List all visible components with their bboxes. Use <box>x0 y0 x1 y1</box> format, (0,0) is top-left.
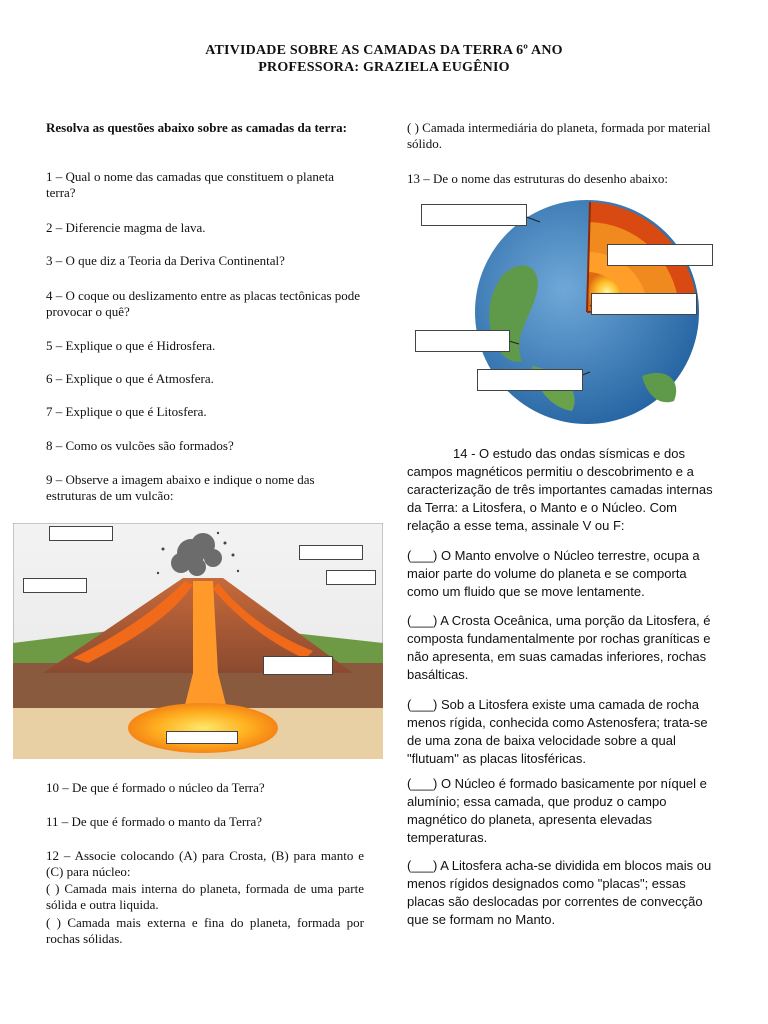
question-14: 14 - O estudo das ondas sísmicas e dos campos magnéticos permitiu o descobrimento e a caracterização de três importantes camadas internas da Terra: a Litosfera, o Manto e o Núcleo. Com relação a esse tema, assinale V ou F: <box>407 446 713 533</box>
volcano-label-box-4[interactable] <box>326 570 376 585</box>
question-4: 4 – O coque ou deslizamento entre as placas tectônicas pode provocar o quê? <box>46 288 361 319</box>
statement-5: (___) A Litosfera acha-se dividida em blocos mais ou menos rígidos designados como "placas"; essas placas são deslocadas por correntes de convecção que se formam no Manto. <box>407 858 712 927</box>
statement-2: (___) A Crosta Oceânica, uma porção da Litosfera, é composta fundamentalmente por rochas graníticas e não apresenta, em suas camadas inferiores, rochas basálticas. <box>407 613 711 682</box>
earth-label-box-4[interactable] <box>415 330 510 352</box>
earth-label-box-3[interactable] <box>591 293 697 315</box>
teacher-name: PROFESSORA: GRAZIELA EUGÊNIO <box>258 60 510 75</box>
volcano-label-box-2[interactable] <box>23 578 87 593</box>
question-12-item-b: ( ) Camada mais externa e fina do planeta, formada por rochas sólidas. <box>46 915 364 946</box>
question-2: 2 – Diferencie magma de lava. <box>46 220 206 235</box>
question-9: 9 – Observe a imagem abaixo e indique o nome das estruturas de um vulcão: <box>46 472 315 503</box>
statement-3: (___) Sob a Litosfera existe uma camada de rocha menos rígida, conhecida como Astenosfera; trata-se de uma zona de baixa velocidade sobre a qual "flutuam" as placas litosféricas. <box>407 697 708 766</box>
earth-label-box-5[interactable] <box>477 369 583 391</box>
earth-layers-diagram <box>412 196 728 428</box>
question-5: 5 – Explique o que é Hidrosfera. <box>46 338 216 353</box>
statement-1: (___) O Manto envolve o Núcleo terrestre, ocupa a maior parte do volume do planeta e se comporta como um fluido que se move lentamente. <box>407 548 700 599</box>
question-8: 8 – Como os vulcões são formados? <box>46 438 234 453</box>
volcano-label-box-1[interactable] <box>49 526 113 541</box>
worksheet-title: ATIVIDADE SOBRE AS CAMADAS DA TERRA 6º ANO <box>205 43 563 58</box>
volcano-label-box-6[interactable] <box>166 731 238 744</box>
question-12-item-c: ( ) Camada intermediária do planeta, formada por material sólido. <box>407 120 711 151</box>
question-12: 12 – Associe colocando (A) para Crosta, (B) para manto e (C) para núcleo: <box>46 848 364 879</box>
question-1: 1 – Qual o nome das camadas que constituem o planeta terra? <box>46 169 335 200</box>
question-10: 10 – De que é formado o núcleo da Terra? <box>46 780 265 795</box>
earth-label-box-1[interactable] <box>421 204 527 226</box>
question-3: 3 – O que diz a Teoria da Deriva Continental? <box>46 253 285 268</box>
worksheet-header <box>0 42 768 76</box>
earth-label-box-2[interactable] <box>607 244 713 266</box>
question-7: 7 – Explique o que é Litosfera. <box>46 404 207 419</box>
question-13: 13 – De o nome das estruturas do desenho abaixo: <box>407 171 669 186</box>
volcano-diagram <box>13 523 383 759</box>
question-11: 11 – De que é formado o manto da Terra? <box>46 814 263 829</box>
question-6: 6 – Explique o que é Atmosfera. <box>46 371 214 386</box>
volcano-label-box-5[interactable] <box>263 656 333 675</box>
statement-4: (___) O Núcleo é formado basicamente por níquel e alumínio; essa camada, que produz o campo magnético do planeta, apresenta elevadas temperaturas. <box>407 776 707 845</box>
question-12-item-a: ( ) Camada mais interna do planeta, formada de uma parte sólida e outra liquida. <box>46 881 364 912</box>
instructions: Resolva as questões abaixo sobre as camadas da terra: <box>46 120 347 135</box>
volcano-label-box-3[interactable] <box>299 545 363 560</box>
